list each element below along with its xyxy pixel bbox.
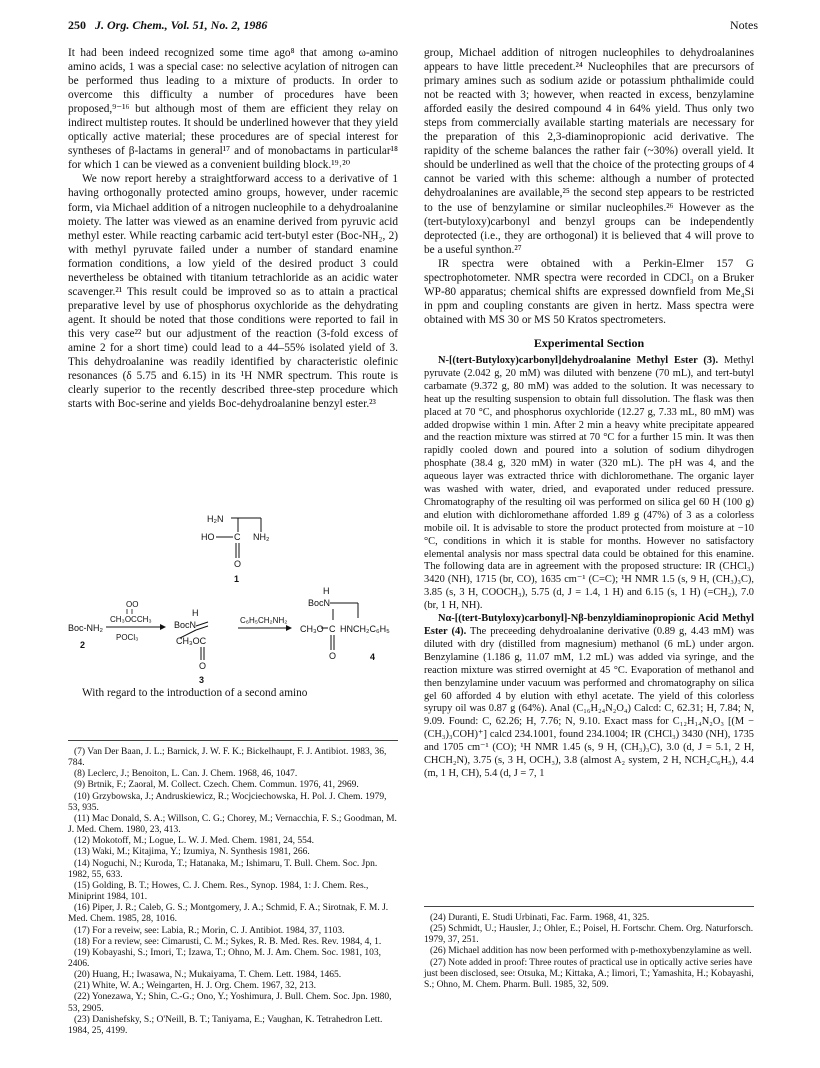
right-paragraph-1: group, Michael addition of nitrogen nucleophiles to dehydroalanines appears to have little precedent.²⁴ Nucleophiles that are precursors of primary amines such as sodium azide or potassium phthalimide could not be reacted with 3; however, when reacted in excess, benzylamine afforded easily the desired compound 4 in 64% yield. Thus only two steps from commercially available starting materials are necessary for the preparation of this 2,3-diaminopropionic acid derivative. The rapidity of the scheme balances the rather fair (~30%) overall yield. It should be underlined as well that the choice of the protecting groups of 4 cannot be varied with this scheme: although a number of protected dehydroalanines are available,²⁵ the second step appears to be restricted to the use of benzylamine or similar nucleophiles.²⁶ However as the (tert-butyloxy)carbonyl and benzyl groups can be independently deprotected (i.e., they are orthogonal) it is believed that 4 will prove to be a useful synthon.²⁷ [424,47,754,256]
reagent-pocl3: POCl₃ [116,633,139,642]
section-label: Notes [730,18,758,32]
c4-o: O [329,651,337,661]
boc-nh2-label: Boc-NH₂ [68,623,103,633]
reference-item: (25) Schmidt, U.; Hausler, J.; Ohler, E.; Poisel, H. Fortschr. Chem. Org. Naturforsch. 1979, 37, 251. [424,924,754,946]
compound-number-1: 1 [234,574,240,584]
reference-item: (20) Huang, H.; Iwasawa, N.; Mukaiyama, T. Chem. Lett. 1984, 1465. [74,970,342,981]
reference-item: (7) Van Der Baan, J. L.; Barnick, J. W. F. K.; Bickelhaupt, F. J. Antibiot. 1983, 36, 784. [68,747,387,769]
reaction-scheme [68,508,398,683]
right-paragraph-2: IR spectra were obtained with a Perkin-Elmer 157 G spectrophotometer. NMR spectra were recorded in CDCl₃ on a Bruker WP-80 apparatus; chemical shifts are expressed downfield from Me₄Si in ppm and coupling constants are given in hertz. Mass spectra were obtained with MS 30 or MS 50 Kratos spectrometers. [424,257,754,326]
procedure-3-heading: N-[(tert-Butyloxy)carbonyl]dehydroalanine Methyl Ester (3). [438,354,719,366]
footnotes-right [424,906,754,991]
section-title: Experimental Section [533,335,645,350]
compound-number-4: 4 [370,652,376,662]
c4-h: H [323,586,330,596]
reference-item: (19) Kobayashi, S.; Imori, T.; Izawa, T.; Ohno, M. J. Am. Chem. Soc. 1981, 103, 2406. [68,947,381,969]
left-continuation-text: With regard to the introduction of a second amino [82,687,308,699]
c3-o: O [199,661,207,671]
reference-item: (11) Mac Donald, S. A.; Willson, C. G.; Chorey, M.; Vernacchia, F. S.; Goodman, M. J. Med. Chem. 1980, 23, 413. [68,813,397,836]
footnotes-left [68,740,398,1037]
experimental-procedure-3 [424,355,754,613]
c4-ch3o: CH₃O [300,624,324,634]
reference-item: (14) Noguchi, N.; Kuroda, T.; Hatanaka, M.; Ishimaru, T. Bull. Chem. Soc. Jpn. 1982, 55, 633. [68,858,378,880]
c3-bocn: BocN [174,620,197,630]
reference-item: (13) Waki, M.; Kitajima, Y.; Izumiya, N. Synthesis 1981, 266. [74,847,310,858]
reference-item: (26) Michael addition has now been performed with p-methoxybenzylamine as well. [430,946,752,957]
reference-item: (23) Danishefsky, S.; O'Neill, B. T.; Taniyama, E.; Vaughan, K. Tetrahedron Lett. 1984, 25, 4199. [68,1014,383,1036]
reference-item: (8) Leclerc, J.; Benoiton, L. Can. J. Chem. 1968, 46, 1047. [74,769,298,780]
reference-item: (18) For a review, see: Cimarusti, C. M.; Sykes, R. B. Med. Res. Rev. 1984, 4, 1. [74,936,382,947]
procedure-3-body: Methyl pyruvate (2.042 g, 20 mM) was diluted with benzene (70 mL), and tert-butyl carbamate (9.372 g, 80 mM) was added to the solution. It was necessary to heat up the resulting suspension to obtain full dissolution. The flask was then placed at 70 °C, and phosphorus oxychloride (12.27 g, 7.33 mL, 80 mM) was added dropwise within 1 min. After 2 min a heavy white precipitate appeared and the reaction mixture was stirred at 70 °C for a further 15 min. It was then rapidly cooled down and poured into a solution of sodium dihydrogen phosphate (38.4 g, 320 mM) in water (320 mL). The pH was 4, and the aqueous layer was extracted thrice with dichloromethane. The organic layer was washed with water, dried, and evaporated under reduced pressure. Chromatography of the resulting oil was performed on silica gel 60 H (100 g) and elution with dichloromethane afforded 1.89 g (47%) of 3 as a colorless mobile oil. It is advisable to store the product protected from moisture at −10 °C, conditions in which it is stable for months. However no satisfactory elemental analysis nor mass spectral data could be obtained for this enamine. The following data are in agreement with the proposed structure: IR (CHCl₃) 3420 (NH), 1715 (br, CO), 1635 cm⁻¹ (C=C); ¹H NMR 1.5 (s, 9 H, (CH₃)₃C), 3.85 (s, 3 H, COOCH₃), 5.75 (d, J = 1.4, 1 H) and 6.15 (s, 1 H) (=CH₂), 7.0 (br, 1 H, NH). [424,354,754,612]
reference-item: (24) Duranti, E. Studi Urbinati, Fac. Farm. 1968, 41, 325. [430,913,650,923]
reagent-methyl-pyruvate: CH₃OCCH₃ [110,615,152,624]
left-column [68,46,398,411]
procedure-4-heading: Nα-[(tert-Butyloxy)carbonyl]-Nβ-benzyldiaminopropionic Acid Methyl Ester (4). [424,613,754,638]
left-paragraph-1: It had been indeed recognized some time ago⁸ that among ω-amino amino acids, 1 was a special case: no selective acylation of nitrogen can be performed thus leading to a mixture of products. In order to overcome this difficulty a number of procedures have been proposed,⁹⁻¹⁶ but although most of them are efficient they relay on indirect multistep routes. It should be underlined however that they yield optically active material; these procedures are of special interest for syntheses of β-lactams in general¹⁷ and of monobactams in particular¹⁸ for which 1 can be viewed as a convenient building block.¹⁹˒²⁰ [68,47,398,172]
reagent-benzylamine: C₆H₅CH₂NH₂ [240,616,288,625]
experimental-procedure-4 [424,613,754,781]
reference-item: (17) For a reveiw, see: Labia, R.; Morin, C. J. Antibiot. 1984, 37, 1103. [74,925,345,936]
reference-item: (16) Piper, J. R.; Caleb, G. S.; Montgomery, J. A.; Schmid, F. A.; Sirotnak, F. M. J. Med. Chem. 1985, 28, 1016. [68,903,389,925]
page-header [68,18,758,36]
compound-number-3: 3 [199,675,205,683]
reference-item: (22) Yonezawa, Y.; Shin, C.-G.; Ono, Y.; Yoshimura, J. Bull. Chem. Soc. Jpn. 1980, 53, 2905. [68,992,392,1014]
reagent-oo: OO [126,600,139,609]
c4-c: C [329,624,336,634]
right-column [424,46,754,781]
reference-item: (21) White, W. A.; Weingarten, H. J. Org. Chem. 1967, 32, 213. [74,981,316,992]
c4-bocn: BocN [308,598,331,608]
compound-number-2: 2 [80,640,86,650]
page-number-and-journal: 250 J. Org. Chem., Vol. 51, No. 2, 1986 [68,18,268,32]
c4-nh: HNCH₂C₆H₅ [340,624,390,634]
c1-h2n: H₂N [207,514,224,524]
reference-item: (27) Note added in proof: Three routes of practical use in optically active series have just been disclosed, see: Otsuka, M.; Kittaka, A.; Iimori, T.; Yamashita, H.; Kobayashi, S.; Ohno, M. Chem. Pharm. Bull. 1985, 32, 509. [424,957,754,990]
c1-c: C [234,532,241,542]
reference-item: (15) Golding, B. T.; Howes, C. J. Chem. Res., Synop. 1984, 1: J. Chem. Res., Miniprint 1984, 101. [68,880,369,903]
c3-ch3oc: CH₃OC [176,636,207,646]
c3-h: H [192,608,199,618]
reference-item: (10) Grzybowska, J.; Andruskiewicz, R.; Wocjciechowska, H. Pol. J. Chem. 1979, 53, 935. [68,791,387,813]
journal-citation: J. Org. Chem., Vol. 51, No. 2, 1986 [95,18,268,32]
c1-o: O [234,559,242,569]
reference-item: (12) Mokotoff, M.; Logue, L. W. J. Med. Chem. 1981, 24, 554. [74,836,314,847]
reference-item: (9) Brtnik, F.; Zaoral, M. Collect. Czech. Chem. Commun. 1976, 41, 2969. [74,780,359,791]
procedure-4-body: The preceeding dehydroalanine derivative (0.89 g, 4.43 mM) was diluted with dry (distilled from magnesium) methanol (6 mL) under argon. Benzylamine (1.186 g, 11.07 mM, 1.2 mL) was added via syringe, and the reaction mixture was stirred overnight at 45 °C. Evaporation of methanol and then benzylamine under vacuum was performed and chromatography on silica gel 60 afforded 4 by elution with ethyl acetate. The yield of this colorless syrupy oil was 0.87 g (64%). Anal (C₁₆H₂₄N₂O₄) Calcd: C, 62.31; H, 7.84; N, 9.09. Found: C, 62.26; H, 7.76; N, 9.10. Exact mass for C₁₂H₁₄N₂O₃ [(M − (CH₃)₃COH)⁺] calcd 234.1001, found 234.1004; IR (CHCl₃) 3430 (NH), 1735 and 1705 cm⁻¹ (CO); ¹H NMR 1.45 (s, 9 H, (CH₃)₃C), 3.0 (d, J = 5.1, 2 H, CHCH₂N), 3.75 (s, 3 H, OCH₃), 3.8 (almost A₂ system, 2 H, NCH₂C₆H₅), 4.4 (m, 1 H, CH), 5.4 (d, J = 7, 1 [424,626,755,779]
c1-nh2: NH₂ [253,532,270,542]
c1-ho: HO [201,532,215,542]
left-paragraph-2: We now report hereby a straightforward access to a derivative of 1 having orthogonally protected amino groups, however, under racemic form, via Michael addition of a nitrogen nucleophile to a dehydroalanine moiety. The latter was viewed as an enamine derived from pyruvic acid methyl ester. While reacting carbamic acid tert-butyl ester (Boc-NH₂, 2) with methyl pyruvate failed under a number of standard enamine formation conditions, a low yield of the desired product 3 could nevertheless be obtained with titanium tetrachloride as an acidic water scavenger.²¹ This result could be improved so as to attain a practical preparative level by use of phosphorus oxychloride as the dehydrating agent. It should be noted that those conditions were reported to fail in this very case²² but our adjustment of the reaction (3-fold excess of amine 2 for a short time) could lead to a 44–55% isolated yield of 3. This dehydroalanine was readily identified by characteristic olefinic resonances (δ 5.75 and 6.15) in its ¹H NMR spectrum. This route is clearly superior to the recently described three-step procedure which starts with Boc-serine and yields Boc-dehydroalanine benzyl ester.²³ [68,173,398,411]
